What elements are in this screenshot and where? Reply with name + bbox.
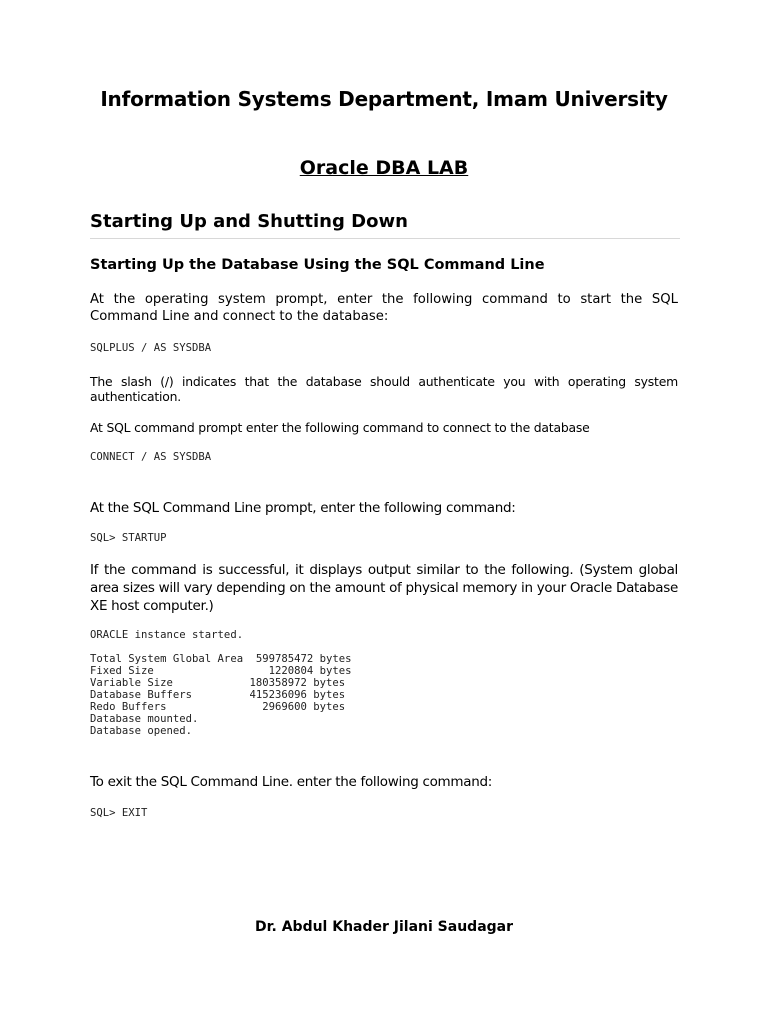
code-exit: SQL> EXIT <box>90 807 148 819</box>
paragraph-startup-instructions: At the SQL Command Line prompt, enter the following command: <box>90 500 516 516</box>
code-connect: CONNECT / AS SYSDBA <box>90 451 212 463</box>
subsection-heading: Starting Up the Database Using the SQL Command Line <box>90 257 545 273</box>
lab-title: Oracle DBA LAB <box>299 157 469 179</box>
footer-author: Dr. Abdul Khader Jilani Saudagar <box>254 919 514 935</box>
output-line: Fixed Size 1220804 bytes <box>90 665 352 677</box>
code-sqlplus: SQLPLUS / AS SYSDBA <box>90 342 212 354</box>
document-title: Information Systems Department, Imam University <box>100 87 668 111</box>
output-line: Database mounted. <box>90 713 199 725</box>
output-line: Variable Size 180358972 bytes <box>90 677 346 689</box>
output-line: Database Buffers 415236096 bytes <box>90 689 346 701</box>
output-line: Redo Buffers 2969600 bytes <box>90 701 346 713</box>
output-blank-line <box>90 641 352 653</box>
output-line: Total System Global Area 599785472 bytes <box>90 653 352 665</box>
startup-output-block <box>90 629 352 737</box>
code-startup: SQL> STARTUP <box>90 532 167 544</box>
section-heading: Starting Up and Shutting Down <box>90 211 408 232</box>
output-instance-started: ORACLE instance started. <box>90 629 244 641</box>
paragraph-slash-auth: The slash (/) indicates that the database should authenticate you with operating system authentication. <box>90 374 678 404</box>
paragraph-connect-instructions: At SQL command prompt enter the following command to connect to the database <box>90 420 590 435</box>
output-line: Database opened. <box>90 725 193 737</box>
paragraph-start-sql: At the operating system prompt, enter the following command to start the SQL Command Line and connect to the database: <box>90 292 678 324</box>
paragraph-startup-output-note: If the command is successful, it displays output similar to the following. (System global area sizes will vary depending on the amount of physical memory in your Oracle Database XE host computer.) <box>90 562 678 614</box>
paragraph-exit-instructions: To exit the SQL Command Line. enter the following command: <box>90 774 493 790</box>
section-divider <box>90 238 680 239</box>
